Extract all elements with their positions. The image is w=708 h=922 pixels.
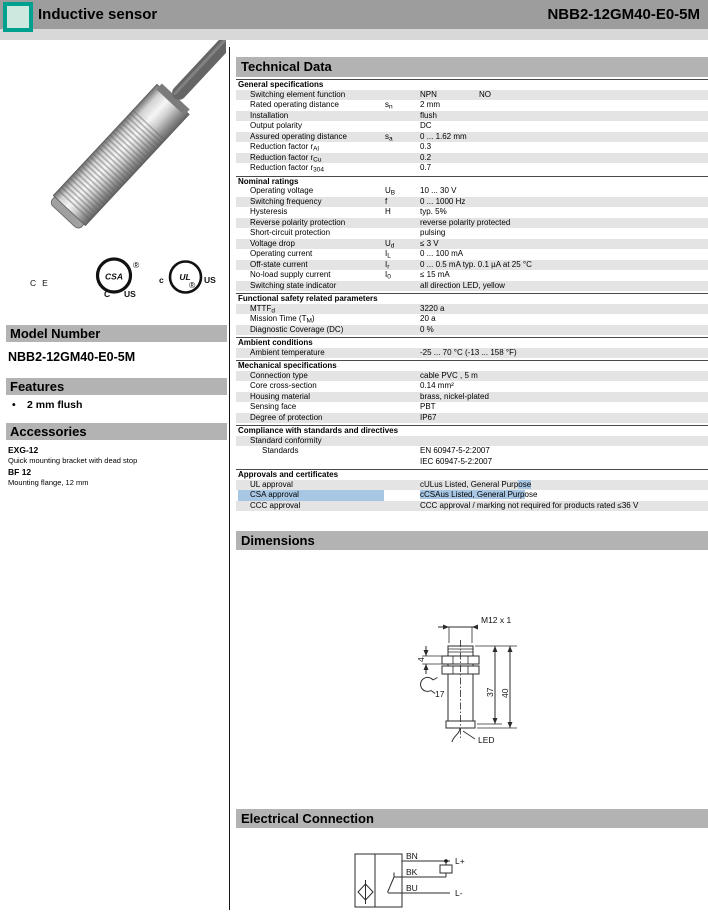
spec-row: [236, 260, 708, 271]
spec-value: cULus Listed, General Purpose: [420, 479, 532, 489]
spec-label: Output polarity: [250, 121, 303, 130]
header-substrip: [0, 29, 708, 40]
thread-texture: [56, 108, 167, 223]
electrical-connection-diagram: [236, 828, 708, 922]
wrench-size-label: 17: [435, 689, 445, 699]
spec-row: [236, 480, 708, 491]
page-title: Inductive sensor: [38, 6, 158, 23]
spec-row: [236, 402, 708, 413]
spec-row: [236, 381, 708, 392]
spec-value: IP67: [420, 412, 437, 422]
wire-bn-label: BN: [406, 851, 418, 861]
cable-highlight: [173, 40, 226, 96]
spec-row: [236, 270, 708, 281]
spec-symbol: $U_B$: [385, 186, 396, 197]
csa-mark-icon: [98, 259, 141, 299]
spec-value: CCC approval / marking not required for products rated ≤36 V: [420, 500, 639, 510]
spec-value: DC: [420, 121, 432, 130]
feature-item: [12, 399, 82, 411]
spec-label: $MTTF_d$: [250, 303, 275, 314]
spec-label: Operating voltage: [250, 186, 314, 195]
spec-row: [236, 111, 708, 122]
spec-row: [236, 218, 708, 229]
spec-label: Standard conformity: [250, 435, 322, 445]
spec-label: Mission Time $(T_M)$: [250, 314, 315, 325]
spec-label: Operating current: [250, 249, 313, 258]
brand-logo-square: [3, 2, 33, 32]
spec-value: 0 ... 1000 Hz: [420, 196, 466, 206]
spec-value: 10 ... 30 V: [420, 186, 457, 195]
spec-symbol: H: [385, 207, 391, 216]
spec-row: [236, 436, 708, 447]
led-label: LED: [478, 735, 495, 745]
dimensions-heading: Dimensions: [236, 531, 708, 550]
accessory-name: BF 12: [8, 467, 32, 477]
length-inner-label: 37: [485, 687, 495, 697]
svg-text:US: US: [204, 275, 216, 285]
spec-value: -25 ... 70 °C (-13 ... 158 °F): [420, 347, 517, 357]
spec-value: all direction LED, yellow: [420, 280, 505, 290]
spec-symbol: $U_d$: [385, 238, 395, 249]
spec-label: Hysteresis: [250, 207, 288, 216]
spec-value: 0.14 mm²: [420, 381, 454, 390]
spec-value: 3220 a: [420, 303, 445, 313]
spec-row: [236, 490, 708, 501]
spec-label: Switching state indicator: [250, 280, 337, 290]
wrench-icon: [421, 677, 433, 691]
spec-label: Assured operating distance: [250, 131, 347, 141]
bullet-icon: •: [12, 399, 16, 411]
spec-row: [236, 501, 708, 512]
spec-row: [236, 392, 708, 403]
spec-label: Voltage drop: [250, 238, 295, 248]
ul-mark-icon: [159, 262, 216, 293]
svg-text:®: ®: [189, 280, 196, 290]
spec-label: Reduction factor $r_{Al}$: [250, 142, 319, 153]
spec-value: typ. 5%: [420, 207, 447, 216]
spec-label: Switching element function: [250, 89, 346, 99]
spec-row: [236, 314, 708, 325]
spec-row: [236, 207, 708, 218]
spec-value: 0 ... 0.5 mA typ. 0.1 µA at 25 °C: [420, 259, 532, 269]
spec-row: [236, 348, 708, 359]
spec-label: CSA approval: [250, 490, 384, 501]
spec-label: Reduction factor $r_{304}$: [250, 163, 324, 174]
spec-row: [236, 281, 708, 292]
spec-label: Degree of protection: [250, 412, 323, 422]
spec-value: 0 %: [420, 324, 434, 334]
spec-row: [236, 163, 708, 174]
features-heading: Features: [6, 378, 227, 395]
spec-section-title: General specifications: [236, 79, 708, 90]
sensor-block: [355, 854, 402, 907]
header-model-number: NBB2-12GM40-E0-5M: [547, 6, 700, 23]
svg-text:®: ®: [133, 260, 140, 270]
spec-label: Sensing face: [250, 402, 297, 411]
spec-row: [236, 228, 708, 239]
spec-section-title: Compliance with standards and directives: [236, 425, 708, 436]
spec-label: Diagnostic Coverage (DC): [250, 324, 344, 334]
certification-logos: [20, 252, 230, 300]
svg-text:US: US: [124, 289, 136, 299]
spec-symbol: $I_L$: [385, 249, 391, 260]
svg-text:c: c: [159, 275, 164, 285]
spec-symbol: $I_0$: [385, 270, 391, 281]
svg-text:CSA: CSA: [105, 271, 123, 282]
dimensions-drawing: [236, 550, 708, 809]
spec-value: flush: [420, 110, 437, 120]
spec-row: [236, 142, 708, 153]
spec-row: [236, 100, 708, 111]
load-symbol: [440, 865, 452, 873]
spec-label: Off-state current: [250, 259, 308, 269]
cable-outline: [452, 728, 460, 742]
spec-label: Ambient temperature: [250, 347, 325, 357]
header-bar: [0, 0, 708, 29]
accessory-description: Mounting flange, 12 mm: [8, 477, 89, 487]
spec-label: Standards: [262, 446, 299, 455]
spec-label: Switching frequency: [250, 196, 322, 206]
accessory-name: EXG-12: [8, 445, 39, 455]
technical-data-heading: Technical Data: [236, 57, 708, 77]
spec-value: 0.3: [420, 142, 432, 151]
spec-value: PBT: [420, 402, 436, 411]
electrical-connection-heading: Electrical Connection: [236, 809, 708, 828]
spec-label: UL approval: [250, 479, 293, 489]
spec-value: ≤ 3 V: [420, 238, 439, 248]
spec-label: Reverse polarity protection: [250, 217, 346, 227]
spec-row: [236, 153, 708, 164]
spec-value: 2 mm: [420, 100, 440, 109]
spec-value: ≤ 15 mA: [420, 270, 450, 279]
spec-label: Core cross-section: [250, 381, 317, 390]
spec-value: reverse polarity protected: [420, 217, 511, 227]
spec-value: cable PVC , 5 m: [420, 370, 478, 380]
spec-section-title: Mechanical specifications: [236, 360, 708, 371]
terminal-negative-label: L-: [455, 888, 463, 898]
spec-label: Installation: [250, 110, 289, 120]
svg-text:C: C: [104, 289, 111, 299]
spec-row: [236, 197, 708, 208]
model-number-heading: Model Number: [6, 325, 227, 342]
spec-row: [236, 413, 708, 424]
spec-row: [236, 446, 708, 467]
spec-row: [236, 304, 708, 315]
spec-label: Rated operating distance: [250, 100, 339, 109]
spec-section-title: Approvals and certificates: [236, 469, 708, 480]
spec-row: [236, 239, 708, 250]
length-total-label: 40: [500, 688, 510, 698]
spec-symbol: $s_a$: [385, 131, 393, 142]
feature-text: 2 mm flush: [27, 399, 83, 411]
spec-value: NPN: [420, 89, 437, 99]
spec-row: [236, 325, 708, 336]
spec-row: [236, 132, 708, 143]
spec-value: cCSAus Listed, General Purpose: [420, 490, 538, 499]
spec-symbol: f: [385, 196, 388, 206]
spec-section-title: Ambient conditions: [236, 337, 708, 348]
spec-section-title: Functional safety related parameters: [236, 293, 708, 304]
spec-value: 0 ... 1.62 mm: [420, 131, 467, 141]
ce-mark-icon: CE: [30, 278, 54, 288]
spec-value: 0.2: [420, 152, 432, 162]
accessory-description: Quick mounting bracket with dead stop: [8, 455, 138, 465]
spec-row: [236, 90, 708, 101]
spec-row: [236, 249, 708, 260]
spec-row: [236, 121, 708, 132]
accessories-heading: Accessories: [6, 423, 227, 440]
spec-value: 0.7: [420, 163, 432, 172]
wire-bu-label: BU: [406, 883, 418, 893]
spec-value: pulsing: [420, 228, 446, 237]
spec-value: 20 a: [420, 314, 436, 323]
svg-text:UL: UL: [179, 272, 191, 282]
spec-label: No-load supply current: [250, 270, 331, 279]
spec-value: 0 ... 100 mA: [420, 249, 464, 258]
spec-label: CCC approval: [250, 500, 301, 510]
spec-symbol: $I_r$: [385, 259, 390, 270]
terminal-positive-label: L+: [455, 856, 465, 866]
spec-label: Reduction factor $r_{Cu}$: [250, 152, 322, 163]
spec-label: Housing material: [250, 391, 311, 401]
spec-label: Connection type: [250, 370, 308, 380]
main-content: [236, 57, 708, 922]
wire-bk-label: BK: [406, 867, 418, 877]
accessories-list: [8, 443, 137, 487]
technical-data-table: [236, 79, 708, 511]
column-divider: [229, 47, 230, 910]
spec-symbol: $s_n$: [385, 100, 393, 111]
nut-height-label: 4: [416, 657, 426, 662]
model-number-value: NBB2-12GM40-E0-5M: [8, 350, 136, 364]
spec-value: brass, nickel-plated: [420, 391, 489, 401]
thread-dimension-label: M12 x 1: [481, 615, 512, 625]
spec-value: EN 60947-5-2:2007 IEC 60947-5-2:2007: [420, 446, 493, 466]
spec-value-2: NO: [479, 89, 491, 99]
spec-label: Short-circuit protection: [250, 228, 331, 237]
spec-section-title: Nominal ratings: [236, 176, 708, 187]
product-photo: [10, 40, 226, 252]
spec-row: [236, 186, 708, 197]
spec-row: [236, 371, 708, 382]
